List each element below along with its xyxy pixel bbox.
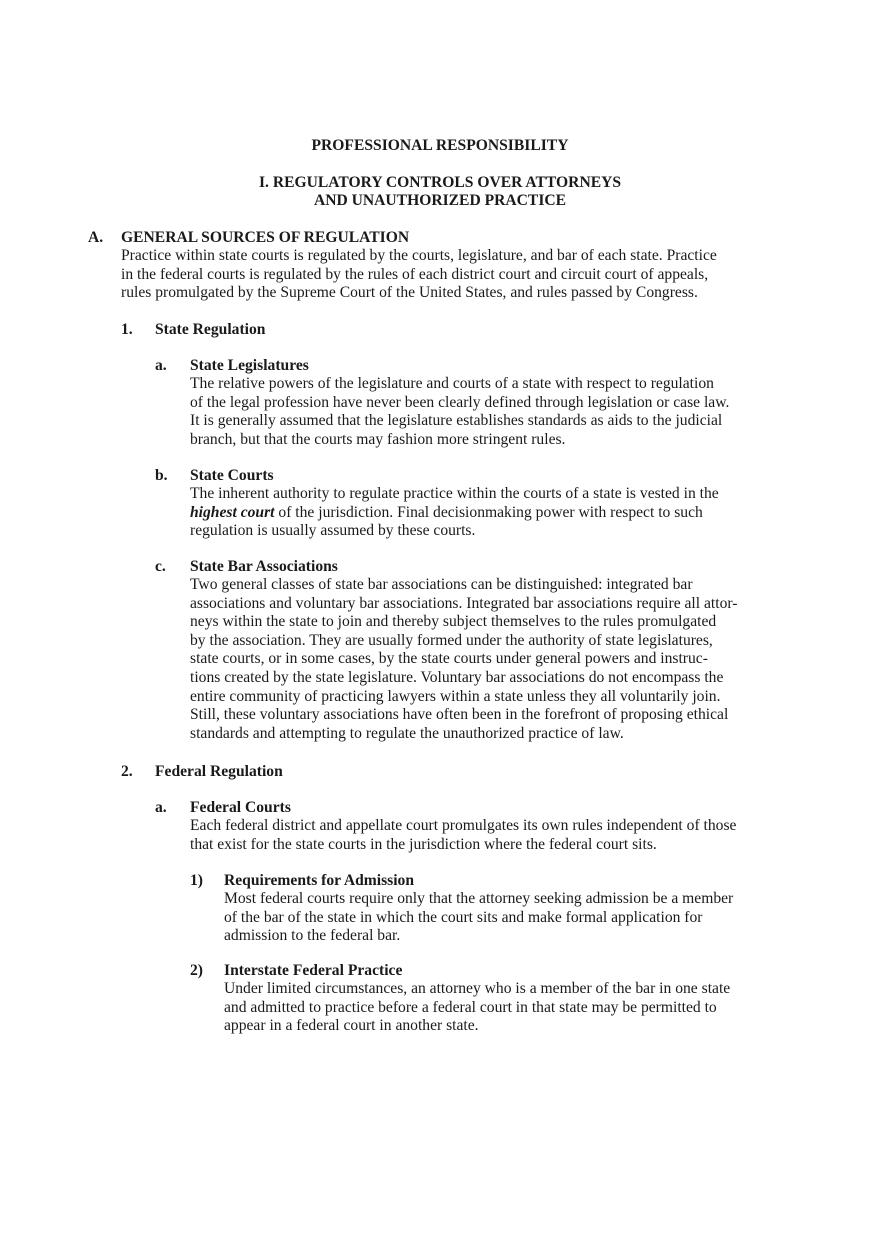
item-1a-line: It is generally assumed that the legislature establishes standards as aids to the judicial [190,412,723,430]
item-1a-body [190,375,729,449]
item-2a1-label: 1) [190,872,203,889]
subsection-2-title: Federal Regulation [155,763,283,780]
item-2a2-label: 2) [190,962,203,979]
item-2a-body [190,817,736,854]
item-1a-line: The relative powers of the legislature and courts of a state with respect to regulation [190,375,714,392]
item-2a1-title: Requirements for Admission [224,872,415,889]
item-1c-line: neys within the state to join and thereby subject themselves to the rules promulgated [190,613,717,631]
item-1a-line: of the legal profession have never been clearly defined through legislation or case law. [190,393,730,411]
item-1a-label: a. [155,357,167,374]
item-1c-body [190,576,737,743]
item-1c-line: Two general classes of state bar associations can be distinguished: integrated bar [190,576,693,593]
item-1b-body [190,485,719,541]
item-1c-line: associations and voluntary bar associations. Integrated bar associations require all attor- [190,594,738,612]
item-1a-line: branch, but that the courts may fashion more stringent rules. [190,430,566,448]
section-a-body [121,247,717,303]
item-1b-title: State Courts [190,467,274,484]
item-1b-line: The inherent authority to regulate practice within the courts of a state is vested in the [190,485,719,502]
subsection-2-label: 2. [121,763,133,780]
item-2a2-line: and admitted to practice before a federal court in that state may be permitted to [224,998,717,1016]
item-2a1-body [224,890,733,946]
item-1c-line: entire community of practicing lawyers within a state unless they all voluntarily join. [190,687,721,705]
item-1b-line-rest: of the jurisdiction. Final decisionmaking power with respect to such [274,503,703,521]
item-2a-label: a. [155,799,167,816]
chapter-title-line-1: I. REGULATORY CONTROLS OVER ATTORNEYS [258,174,622,191]
item-1c-line: tions created by the state legislature. Voluntary bar associations do not encompass the [190,668,724,686]
item-2a2-title: Interstate Federal Practice [224,962,403,979]
item-2a-line: Each federal district and appellate court promulgates its own rules independent of those [190,817,737,834]
section-a-line: rules promulgated by the Supreme Court of the United States, and rules passed by Congress. [121,284,698,302]
item-1c-label: c. [155,558,166,575]
section-a-line: Practice within state courts is regulated by the courts, legislature, and bar of each state. Practice [121,247,717,264]
item-1a-title: State Legislatures [190,357,309,374]
section-a-title: GENERAL SOURCES OF REGULATION [121,229,410,246]
item-1c-line: Still, these voluntary associations have often been in the forefront of proposing ethical [190,706,729,724]
item-1b-label: b. [155,467,168,484]
item-1b-line: regulation is usually assumed by these courts. [190,522,476,540]
item-2a1-line: admission to the federal bar. [224,927,401,945]
item-2a1-line: Most federal courts require only that the attorney seeking admission be a member [224,890,734,907]
subsection-1-label: 1. [121,321,133,338]
chapter-title-line-2: AND UNAUTHORIZED PRACTICE [313,192,567,209]
item-1c-title: State Bar Associations [190,558,338,575]
item-1c-line: by the association. They are usually formed under the authority of state legislatures, [190,631,713,649]
item-2a1-line: of the bar of the state in which the court sits and make formal application for [224,908,703,926]
item-1c-line: standards and attempting to regulate the unauthorized practice of law. [190,724,624,742]
item-1b-line [190,504,719,523]
item-2a2-line: appear in a federal court in another state. [224,1017,479,1035]
item-2a2-body [224,980,730,1036]
item-2a-line: that exist for the state courts in the jurisdiction where the federal court sits. [190,835,657,853]
section-a-label: A. [88,229,104,246]
document-title: PROFESSIONAL RESPONSIBILITY [311,137,569,154]
emphasis-highest-court: highest court [190,503,275,521]
subsection-1-title: State Regulation [155,321,266,338]
item-2a-title: Federal Courts [190,799,291,816]
item-1c-line: state courts, or in some cases, by the state courts under general powers and instruc- [190,650,708,668]
item-2a2-line: Under limited circumstances, an attorney who is a member of the bar in one state [224,980,731,997]
section-a-line: in the federal courts is regulated by the rules of each district court and circuit court of appeals, [121,265,709,283]
